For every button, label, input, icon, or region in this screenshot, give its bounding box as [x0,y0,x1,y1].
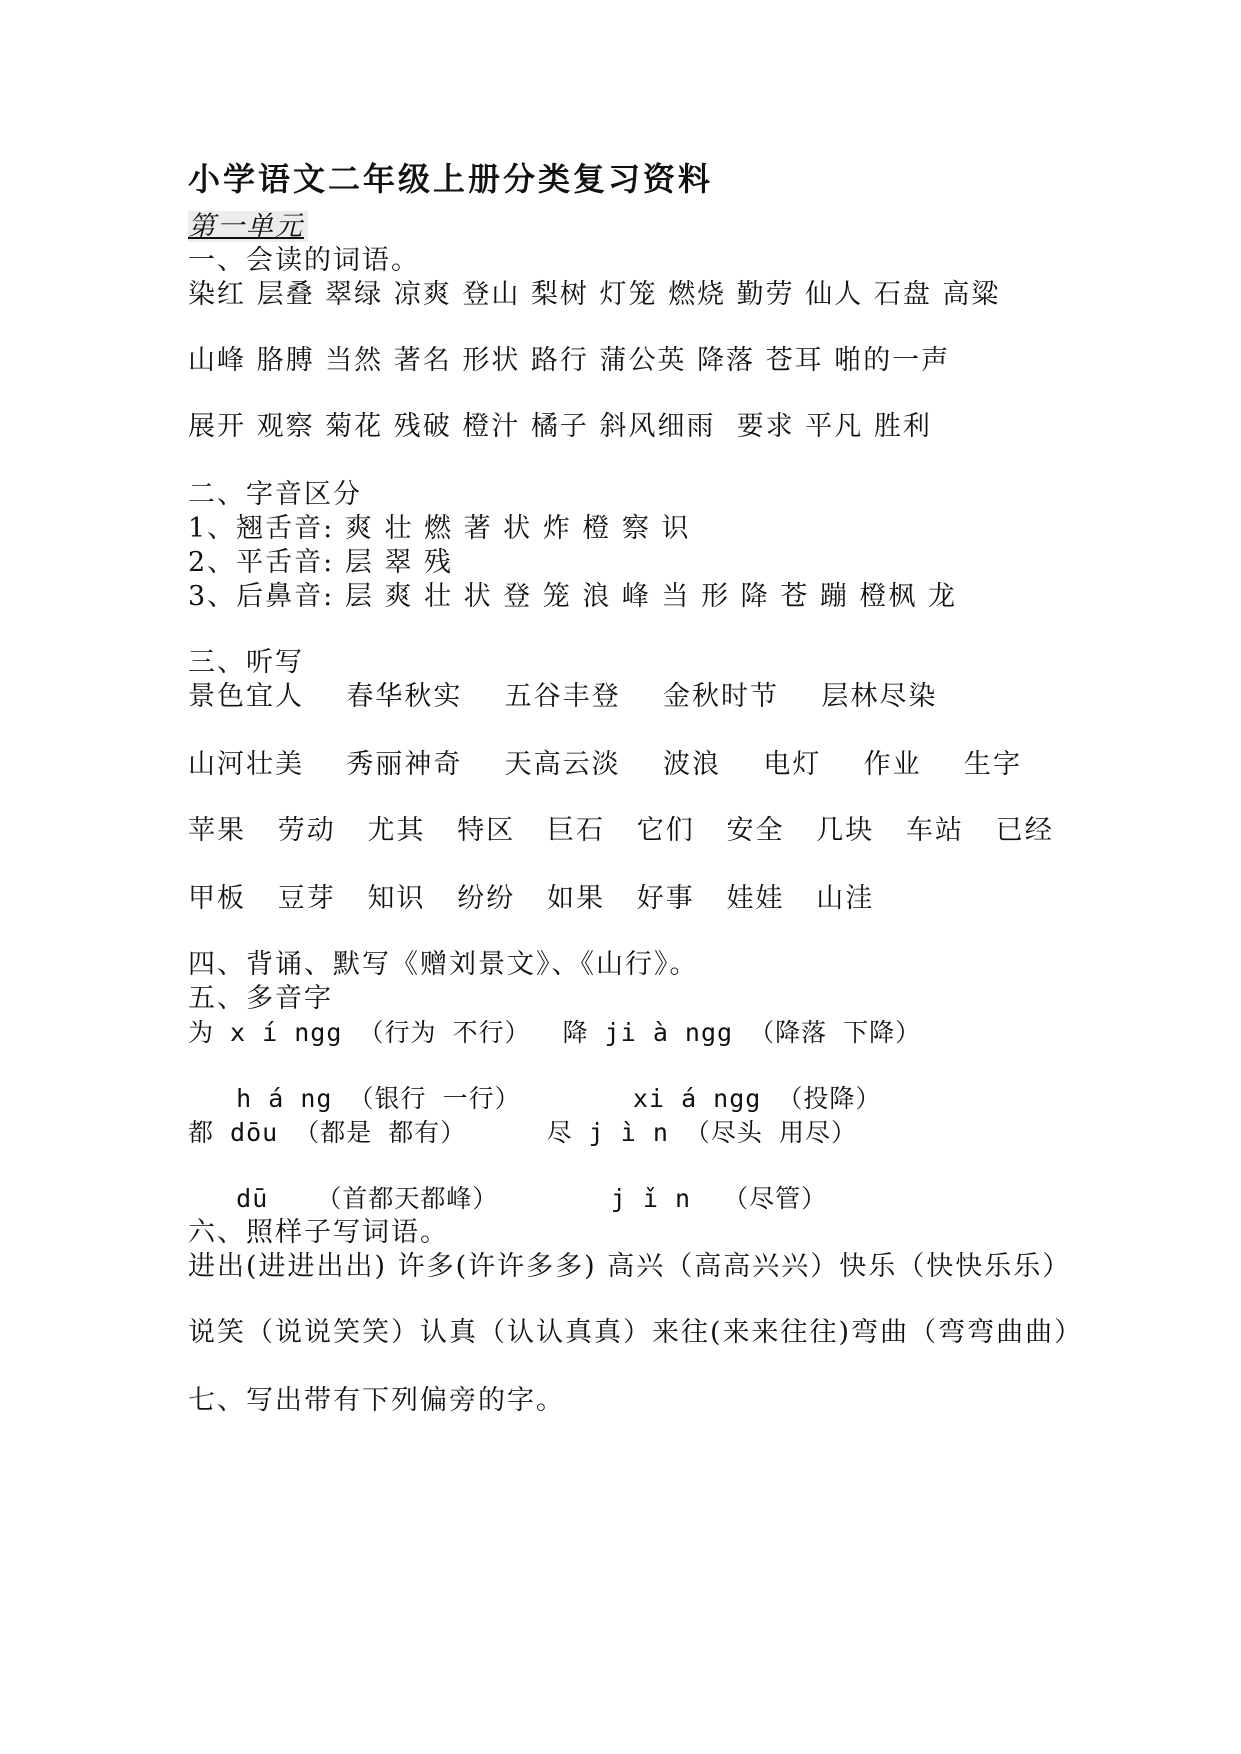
section-1-line: 展开 观察 菊花 残破 橙汁 橘子 斜风细雨 要求 平凡 胜利 [188,411,932,442]
section-5-line: h á ng （银行 一行） xi á ngg （投降） [188,1084,882,1113]
section-5-heading: 五、多音字 [188,983,333,1014]
section-1-heading: 一、会读的词语。 [188,245,420,276]
section-2-line: 2、平舌音: 层 翠 残 [188,547,454,578]
section-3-line: 景色宜人 春华秋实 五谷丰登 金秋时节 层林尽染 [188,681,938,712]
section-3-heading: 三、听写 [188,647,304,678]
section-6-line: 说笑（说说笑笑）认真（认认真真）来往(来来往往)弯曲（弯弯曲曲） [188,1317,1084,1348]
section-6-line: 进出(进进出出) 许多(许许多多) 高兴（高高兴兴）快乐（快快乐乐） [188,1251,1072,1282]
section-2-line: 3、后鼻音: 层 爽 壮 状 登 笼 浪 峰 当 形 降 苍 蹦 橙枫 龙 [188,581,958,612]
section-2-line: 1、翘舌音: 爽 壮 燃 著 状 炸 橙 察 识 [188,513,691,544]
section-4-heading: 四、背诵、默写《赠刘景文》、《山行》。 [188,949,699,980]
section-2-heading: 二、字音区分 [188,479,362,510]
unit-label: 第一单元 [188,211,308,242]
section-1-line: 染红 层叠 翠绿 凉爽 登山 梨树 灯笼 燃烧 勤劳 仙人 石盘 高粱 [188,279,1001,310]
section-3-line: 苹果 劳动 尤其 特区 巨石 它们 安全 几块 车站 已经 [188,815,1054,846]
section-5-line: 为 x í ngg （行为 不行） 降 ji à ngg （降落 下降） [188,1018,922,1047]
section-7-heading: 七、写出带有下列偏旁的字。 [188,1385,565,1416]
section-1-line: 山峰 胳膊 当然 著名 形状 路行 蒲公英 降落 苍耳 啪的一声 [188,345,951,376]
section-3-line: 山河壮美 秀丽神奇 天高云淡 波浪 电灯 作业 生字 [188,749,1022,780]
section-5-line: dū （首都天都峰） j ǐ n （尽管） [188,1184,828,1213]
unit-heading [188,210,308,244]
page-title: 小学语文二年级上册分类复习资料 [188,160,714,198]
section-6-heading: 六、照样子写词语。 [188,1217,449,1248]
section-5-line: 都 dōu （都是 都有） 尽 j ì n （尽头 用尽） [188,1118,857,1147]
section-3-line: 甲板 豆芽 知识 纷纷 如果 好事 娃娃 山洼 [188,883,875,914]
